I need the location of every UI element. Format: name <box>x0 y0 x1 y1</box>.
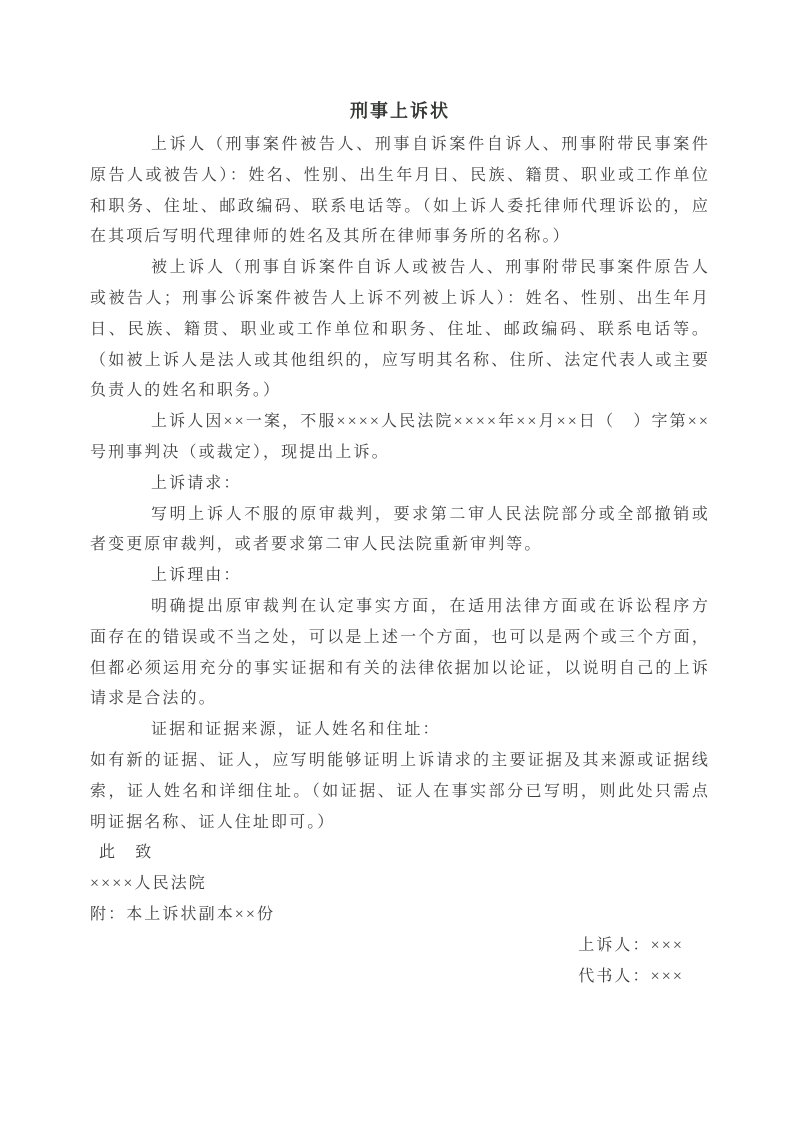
closing-attachment-note: 附：本上诉状副本××份 <box>90 905 276 923</box>
heading-appeal-reasons: 上诉理由： <box>151 567 242 585</box>
signature-block <box>90 931 710 993</box>
paragraph-appellant-info: 上诉人（刑事案件被告人、刑事自诉案件自诉人、刑事附带民事案件原告人或被告人）：姓名、性别、出生年月日、民族、籍贯、职业或工作单位和职务、住址、邮政编码、联系电话等。（如上诉人委托律师代理诉讼的，应在其项后写明代理律师的姓名及其所在律师事务所的名称。） <box>90 136 710 246</box>
signature-appellant: 上诉人：××× <box>578 936 684 954</box>
paragraph-appeal-reasons: 明确提出原审裁判在认定事实方面，在适用法律方面或在诉讼程序方面存在的错误或不当之处，可以是上述一个方面，也可以是两个或三个方面，但都必须运用充分的事实证据和有关的法律依据加以论证，以说明自己的上诉请求是合法的。 <box>90 597 710 708</box>
closing-court-name: ××××人民法院 <box>90 875 207 893</box>
heading-appeal-request: 上诉请求： <box>151 474 242 492</box>
signature-scribe: 代书人：××× <box>578 967 684 985</box>
heading-evidence: 证据和证据来源，证人姓名和住址： <box>151 721 441 739</box>
paragraph-appellee-info: 被上诉人（刑事自诉案件自诉人或被告人、刑事附带民事案件原告人或被告人；刑事公诉案件被告人上诉不列被上诉人）：姓名、性别、出生年月日、民族、籍贯、职业或工作单位和职务、住址、邮政编码、联系电话等。（如被上诉人是法人或其他组织的，应写明其名称、住所、法定代表人或主要负责人的姓名和职务。） <box>90 259 710 400</box>
paragraph-case-intro: 上诉人因××一案，不服××××人民法院××××年××月××日（ ）字第××号刑事判决（或裁定），现提出上诉。 <box>90 413 710 461</box>
paragraph-evidence: 如有新的证据、证人，应写明能够证明上诉请求的主要证据及其来源或证据线索，证人姓名和详细住址。（如证据、证人在事实部分已写明，则此处只需点明证据名称、证人住址即可。） <box>90 751 710 831</box>
document-title: 刑事上诉状 <box>350 101 450 121</box>
paragraph-appeal-request: 写明上诉人不服的原审裁判，要求第二审人民法院部分或全部撤销或者变更原审裁判，或者要求第二审人民法院重新审判等。 <box>90 505 710 554</box>
closing-salute: 此 致 <box>99 844 154 862</box>
